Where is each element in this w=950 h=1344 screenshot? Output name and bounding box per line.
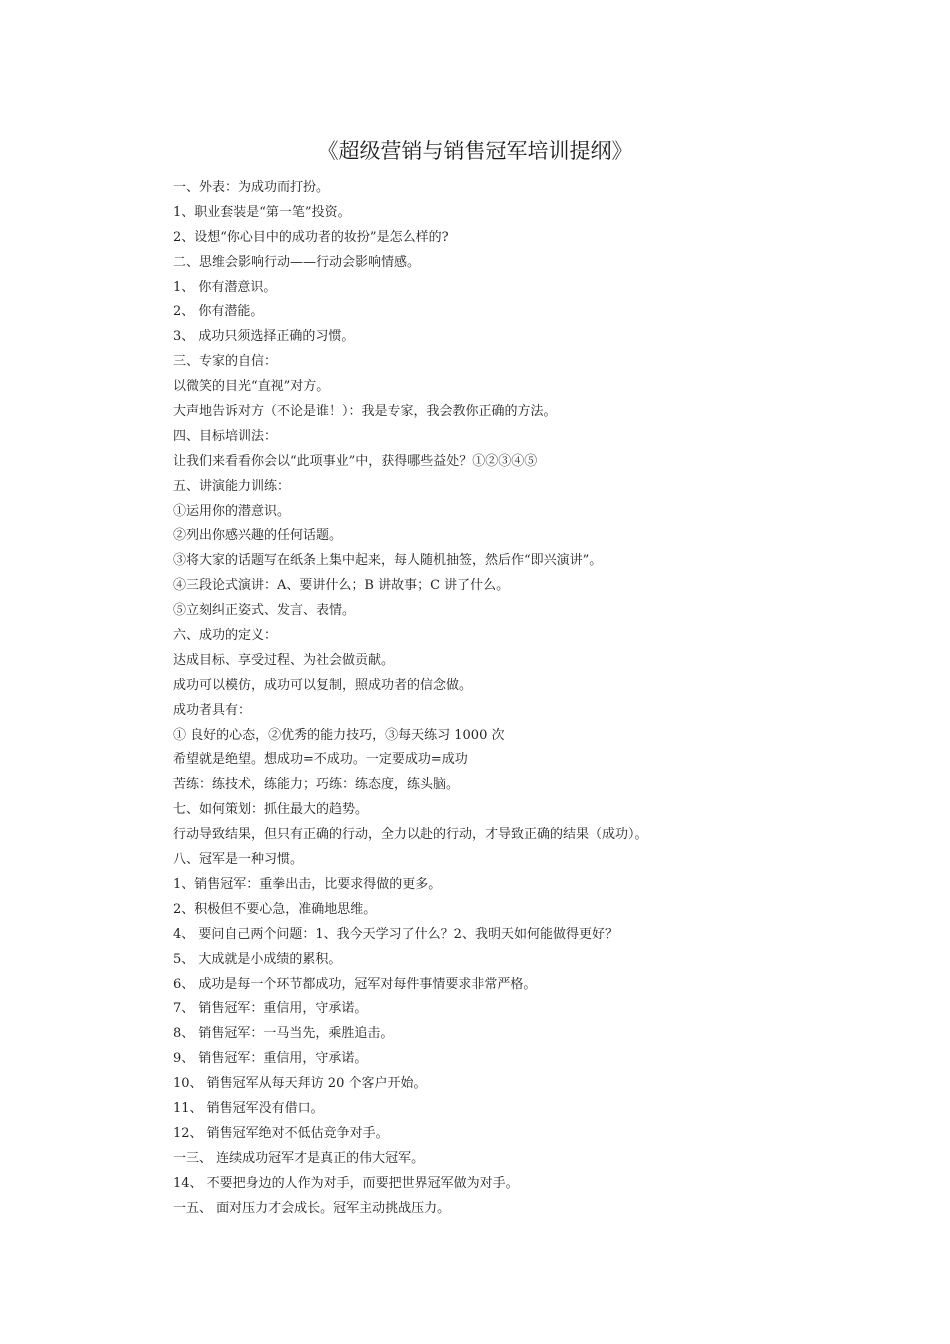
document-line: 一五、 面对压力才会成长。冠军主动挑战压力。 xyxy=(173,1200,451,1216)
document-line: 2、 你有潜能。 xyxy=(173,304,264,320)
document-line: 4、 要问自己两个问题：1、我今天学习了什么？2、我明天如何能做得更好？ xyxy=(173,926,618,942)
document-line: 二、思维会影响行动——行动会影响情感。 xyxy=(173,254,421,270)
document-line: 8、 销售冠军：一马当先，乘胜追击。 xyxy=(173,1026,394,1042)
document-line: ③将大家的话题写在纸条上集中起来，每人随机抽签，然后作“即兴演讲”。 xyxy=(173,553,603,569)
document-line: 达成目标、享受过程、为社会做贡献。 xyxy=(173,652,395,668)
document-line: 1、职业套装是“第一笔”投资。 xyxy=(173,204,351,220)
document-line: 2、积极但不要心急，准确地思维。 xyxy=(173,901,377,917)
document-line: 八、冠军是一种习惯。 xyxy=(173,852,304,868)
document-line: 一、外表：为成功而打扮。 xyxy=(173,180,330,195)
document-line: 七、如何策划：抓住最大的趋势。 xyxy=(173,802,369,818)
document-line: 四、目标培训法： xyxy=(173,428,278,444)
document-title: 《超级营销与销售冠军培训提纲》 xyxy=(317,139,633,163)
document-line: 五、讲演能力训练： xyxy=(173,478,291,494)
document-line: 2、设想“你心目中的成功者的妆扮”是怎么样的? xyxy=(173,229,449,245)
document-line: 大声地告诉对方（不论是谁！）：我是专家，我会教你正确的方法。 xyxy=(173,404,557,420)
document-line: 11、 销售冠军没有借口。 xyxy=(173,1100,324,1116)
document-line: ④三段论式演讲：A、要讲什么；B 讲故事；C 讲了什么。 xyxy=(173,578,510,594)
document-body xyxy=(173,176,873,1221)
document-line: 12、 销售冠军绝对不低估竞争对手。 xyxy=(173,1125,389,1141)
document-line: ②列出你感兴趣的任何话题。 xyxy=(173,528,343,544)
document-line: 以微笑的目光“直视”对方。 xyxy=(173,379,330,395)
document-line: ⑤立刻纠正姿式、发言、表情。 xyxy=(173,603,356,619)
document-line: 10、 销售冠军从每天拜访 20 个客户开始。 xyxy=(173,1076,427,1092)
document-line: 三、专家的自信： xyxy=(173,354,278,370)
document-line: 让我们来看看你会以“此项事业”中，获得哪些益处？①②③④⑤ xyxy=(173,453,538,469)
document-line: 14、 不要把身边的人作为对手，而要把世界冠军做为对手。 xyxy=(173,1175,519,1191)
document-line: 六、成功的定义： xyxy=(173,628,278,644)
document-line: 7、 销售冠军：重信用，守承诺。 xyxy=(173,1001,368,1017)
document-line: ① 良好的心态，②优秀的能力技巧，③每天练习 1000 次 xyxy=(173,727,505,743)
document-line: 1、 你有潜意识。 xyxy=(173,279,277,295)
document-line: 成功可以模仿，成功可以复制，照成功者的信念做。 xyxy=(173,677,473,693)
document-line: 5、 大成就是小成绩的累积。 xyxy=(173,951,342,967)
document-line: 成功者具有： xyxy=(173,702,252,718)
document-line: 行动导致结果，但只有正确的行动，全力以赴的行动，才导致正确的结果（成功）。 xyxy=(173,827,648,843)
document-line: ①运用你的潜意识。 xyxy=(173,503,291,519)
document-line: 1、销售冠军：重拳出击，比要求得做的更多。 xyxy=(173,876,442,892)
document-line: 一三、 连续成功冠军才是真正的伟大冠军。 xyxy=(173,1150,425,1166)
document-line: 希望就是绝望。想成功=不成功。一定要成功=成功 xyxy=(173,752,468,768)
document-line: 苦练：练技术，练能力；巧练：练态度，练头脑。 xyxy=(173,777,460,793)
document-line: 3、 成功只须选择正确的习惯。 xyxy=(173,329,355,345)
document-line: 9、 销售冠军：重信用，守承诺。 xyxy=(173,1051,368,1067)
document-line: 6、 成功是每一个环节都成功，冠军对每件事情要求非常严格。 xyxy=(173,976,537,992)
